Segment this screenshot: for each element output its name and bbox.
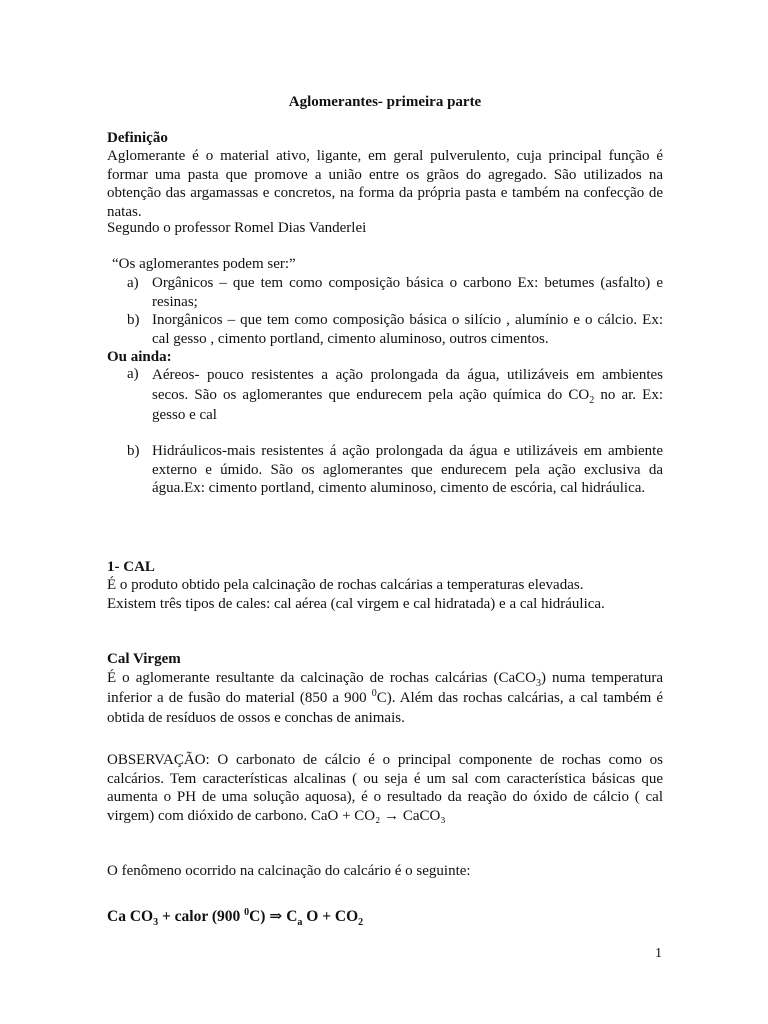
podem-ser-intro: “Os aglomerantes podem ser:” [112, 256, 296, 272]
formula-subscript: a [297, 917, 303, 929]
list-item-organicos [127, 274, 663, 311]
formula-part: O + CO [302, 908, 359, 925]
page-number: 1 [655, 946, 662, 961]
list-item-inorganicos [127, 311, 663, 348]
cal-line-2: Existem três tipos de cales: cal aérea (cal virgem e cal hidratada) e a cal hidráulica. [107, 596, 605, 612]
list-marker: b) [127, 312, 140, 328]
list-marker: b) [127, 443, 140, 459]
list-item-text: Orgânicos – que tem como composição básica o carbono Ex: betumes (asfalto) e resinas; [152, 275, 663, 310]
list-item-aereos [127, 365, 663, 425]
degree-superscript: 0 [371, 688, 377, 699]
definicao-source: Segundo o professor Romel Dias Vanderlei [107, 220, 367, 236]
aereos-text-after: no ar. Ex: gesso e cal [152, 387, 663, 423]
cal-virgem-text-1: É o aglomerante resultante da calcinação de rochas calcárias (CaCO [107, 670, 536, 686]
list-marker: a) [127, 275, 139, 291]
definicao-paragraph: Aglomerante é o material ativo, ligante, em geral pulverulento, cuja principal função é formar uma pasta que promove a união entre os grãos do agregado. São utilizados na obtenção das argamassas e concretos, na forma da própria pasta e também na confecção de natas. [107, 148, 663, 220]
cal-line-1: É o produto obtido pela calcinação de rochas calcárias a temperaturas elevadas. [107, 577, 584, 593]
list-marker: a) [127, 366, 139, 382]
calcination-formula [107, 908, 663, 927]
cal-virgem-paragraph [107, 668, 663, 728]
cal-virgem-text-3: C). Além das rochas calcárias, a cal também é obtida de resíduos de ossos e conchas de animais. [107, 690, 663, 726]
list-item-text: Hidráulicos-mais resistentes á ação prolongada da água e utilizáveis em ambiente externo e úmido. São os aglomerantes que endurecem pela ação exclusiva da água.Ex: cimento portland, cimento aluminoso, cimento de escória, cal hidráulica. [152, 443, 663, 496]
caco3-subscript: 3 [536, 678, 541, 689]
formula-part: + calor (900 [158, 908, 245, 925]
formula-subscript: 2 [358, 917, 364, 929]
cal-virgem-text-2: ) numa temperatura inferior a de fusão do material (850 a 900 [107, 670, 663, 706]
fenomeno-line: O fenômeno ocorrido na calcinação do calcário é o seguinte: [107, 863, 471, 879]
observacao-paragraph: OBSERVAÇÃO: O carbonato de cálcio é o principal componente de rochas como os calcários. Tem características alcalinas ( ou seja é um sal com característica básicas que aumenta o PH de uma solução aquosa), é o resultado da reação do óxido de cálcio ( cal virgem) com dióxido de carbono. CaO + CO₂ → CaCO₃ [107, 752, 663, 824]
formula-part: C) ⇒ C [249, 908, 298, 925]
document-title: Aglomerantes- primeira parte [288, 94, 482, 110]
definicao-heading: Definição [107, 130, 168, 146]
co2-subscript: 2 [589, 395, 595, 406]
list-item-text [152, 365, 663, 425]
cal-virgem-heading: Cal Virgem [107, 651, 181, 667]
ou-ainda-heading: Ou ainda: [107, 349, 172, 365]
aereos-text-before: Aéreos- pouco resistentes a ação prolongada da água, utilizáveis em ambientes secos. São os aglomerantes que endurecem pela ação química do CO [152, 367, 663, 403]
formula-subscript: 3 [153, 917, 159, 929]
list-item-hidraulicos [127, 442, 663, 498]
cal-heading: 1- CAL [107, 559, 155, 575]
formula-superscript: 0 [244, 906, 250, 918]
list-item-text: Inorgânicos – que tem como composição básica o silício , alumínio e o cálcio. Ex: cal gesso , cimento portland, cimento aluminoso, outros cimentos. [152, 312, 663, 347]
formula-part: Ca CO [107, 908, 154, 925]
